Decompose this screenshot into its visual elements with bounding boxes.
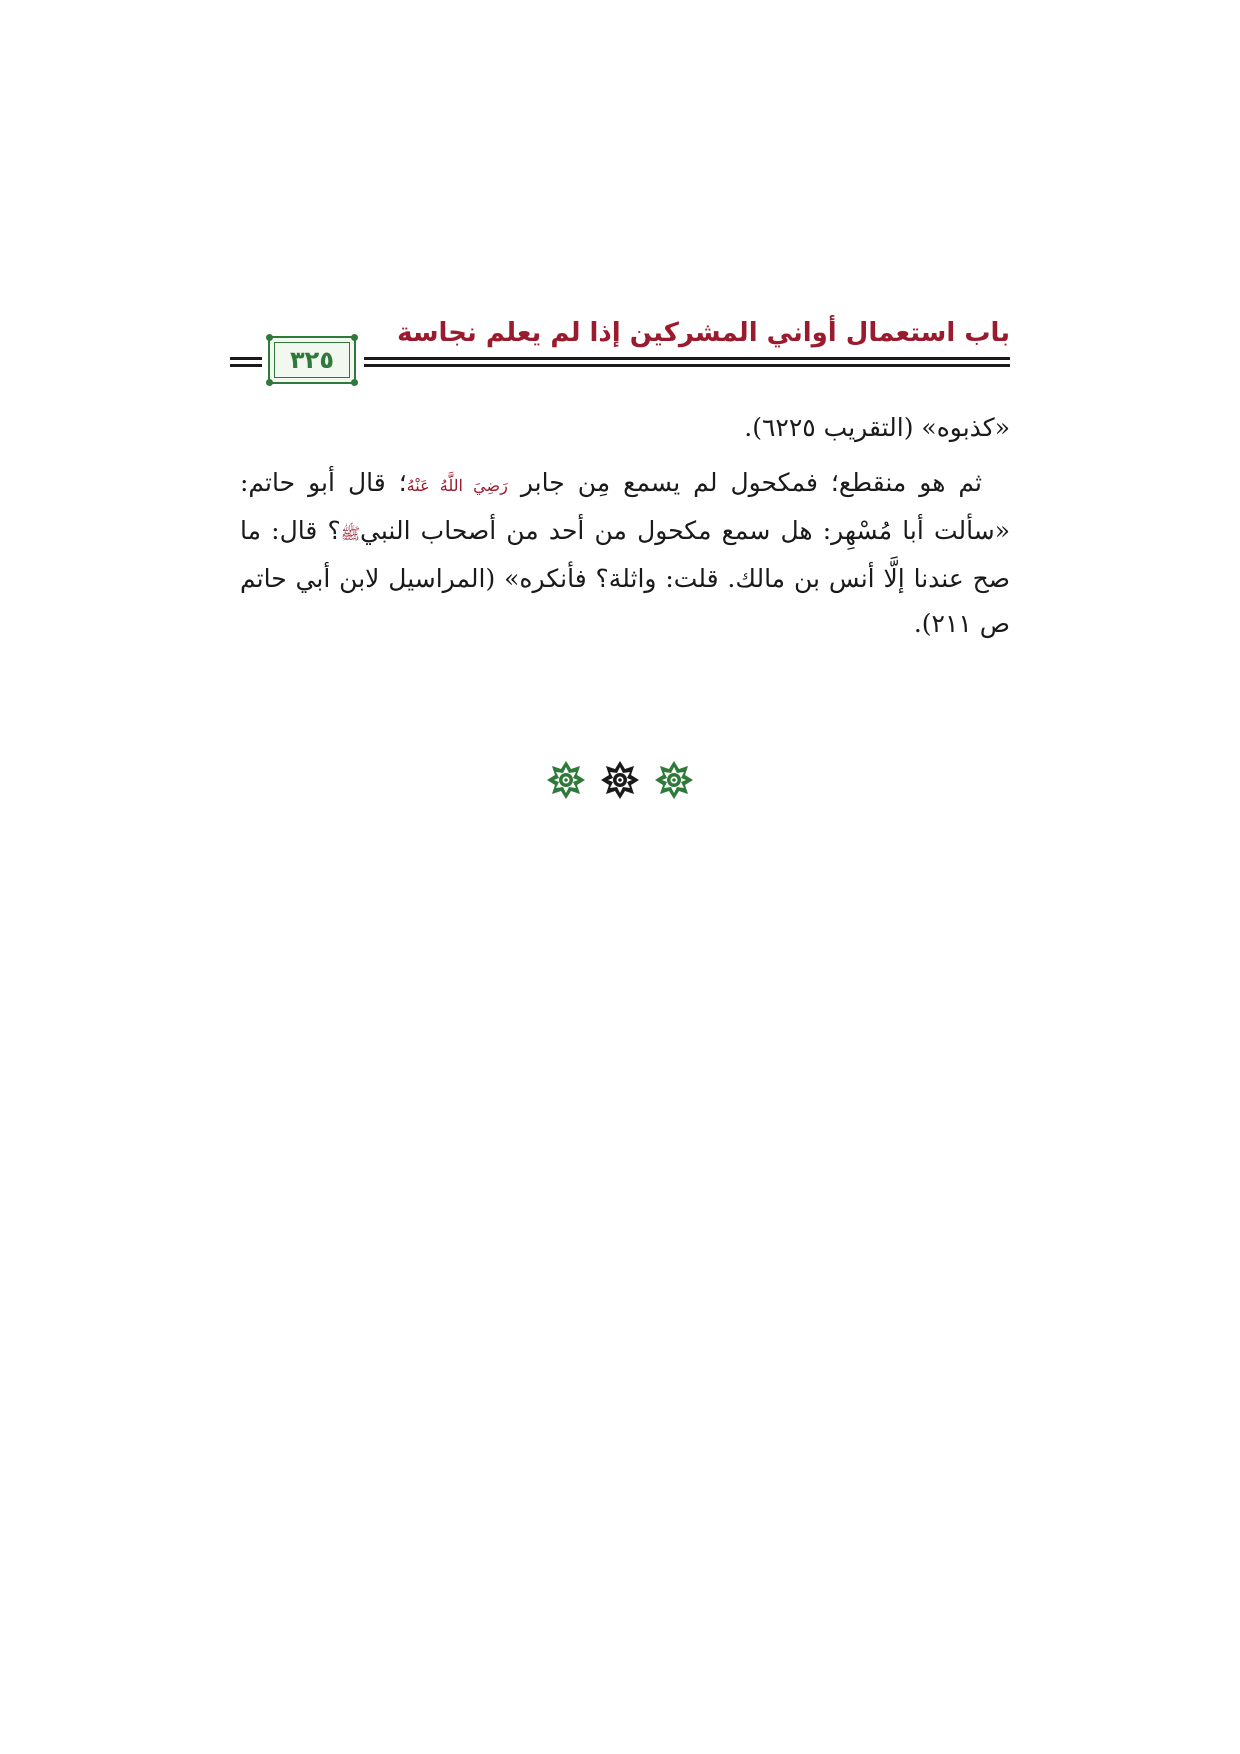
frame-corner-ornament-icon xyxy=(266,334,273,341)
citation-line: «كذبوه» (التقريب ٦٢٢٥). xyxy=(744,413,1010,442)
page-number: ٣٢٥ xyxy=(290,346,334,374)
paragraph-text-part1: ثم هو منقطع؛ فمكحول لم يسمع مِن جابر xyxy=(507,468,983,497)
chapter-title: باب استعمال أواني المشركين إذا لم يعلم نجاسة xyxy=(397,318,1010,348)
header-rule-left-top xyxy=(230,357,262,360)
frame-corner-ornament-icon xyxy=(351,334,358,341)
frame-corner-ornament-icon xyxy=(351,379,358,386)
honorific-radiallahu-anhu: رَضِيَ اللَّهُ عَنْهُ xyxy=(406,476,508,495)
honorific-salallahu-alayhi-wasallam: ﷺ xyxy=(340,524,361,543)
ornament-green-icon xyxy=(654,760,694,800)
paragraph-text-part2: ؛ قال أبو حاتم: «سألت أبا مُسْهِر: هل سمع مكحول من أحد من أصحاب النبي xyxy=(240,468,1010,545)
header-rule-right-bottom xyxy=(364,364,1010,367)
header-rule-right-top xyxy=(364,357,1010,360)
ornament-green-icon xyxy=(546,760,586,800)
frame-corner-ornament-icon xyxy=(266,379,273,386)
main-paragraph xyxy=(240,460,1010,646)
page-number-frame xyxy=(268,336,356,384)
paragraph-text-part3: ؟ قال: ما صح عندنا إلَّا أنس بن مالك. قلت: واثلة؟ فأنكره» (المراسيل لابن أبي حاتم ص ٢١١). xyxy=(240,516,1010,638)
section-end-ornaments xyxy=(0,760,1240,800)
ornament-black-icon xyxy=(600,760,640,800)
header-rule-left-bottom xyxy=(230,364,262,367)
body-text xyxy=(240,405,1010,646)
